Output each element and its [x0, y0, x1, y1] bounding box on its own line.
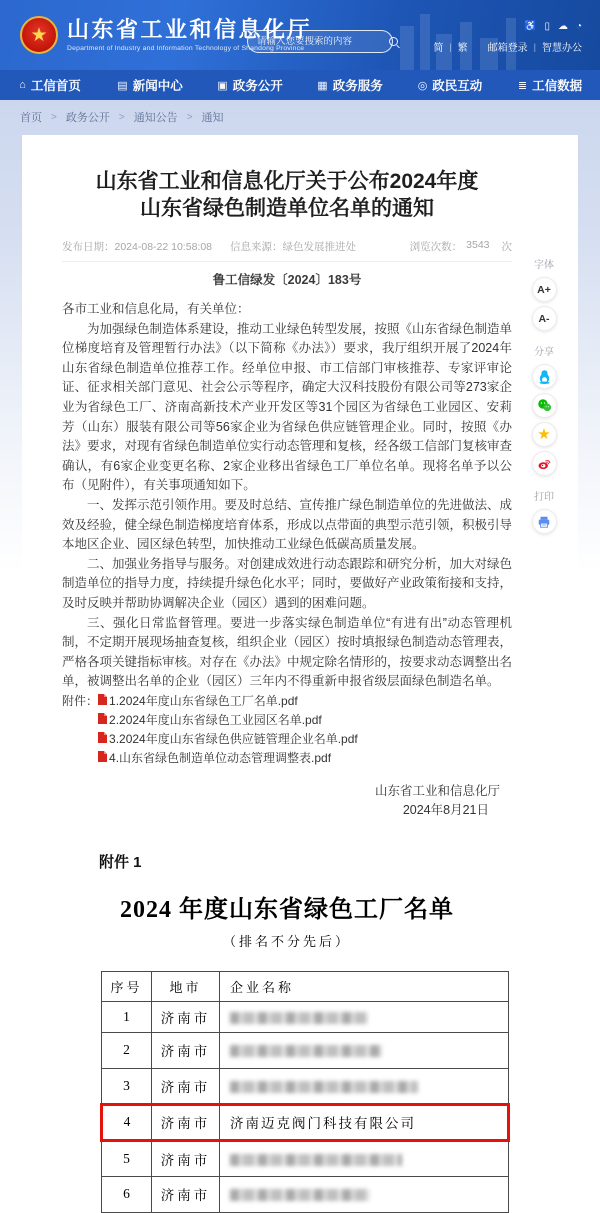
attachments-label: 附件：	[62, 693, 99, 708]
document-number: 鲁工信绿发〔2024〕183号	[212, 273, 362, 287]
interaction-icon: ◎	[417, 79, 428, 92]
views-count: 3543	[466, 239, 490, 251]
redacted-company-name	[230, 1154, 402, 1166]
lang-simplified-link[interactable]: 简	[433, 43, 444, 54]
redacted-company-name	[230, 1045, 382, 1057]
pdf-icon	[98, 694, 107, 705]
table-row-highlighted: 4 济南市 济南迈克阀门科技有限公司	[102, 1104, 509, 1140]
table-row: 3 济南市	[102, 1068, 509, 1104]
share-qq-button[interactable]	[532, 364, 557, 389]
national-emblem-icon: ★	[20, 16, 58, 54]
pdf-icon	[98, 713, 107, 724]
main-nav	[0, 70, 600, 100]
nav-item-interaction[interactable]: ◎ 政民互动	[417, 79, 483, 93]
redacted-company-name	[230, 1189, 370, 1201]
print-button[interactable]	[532, 509, 557, 534]
share-wechat-button[interactable]	[532, 393, 557, 418]
paragraph: 一、发挥示范引领作用。要及时总结、宣传推广绿色制造单位的先进做法、成效及经验，健全绿色制造梯度培育体系，形成以点带面的典型示范引领，积极引导本地区企业、园区绿色转型，加快推动工业绿色低碳高质量发展。	[62, 497, 513, 552]
news-icon: ▤	[117, 79, 128, 92]
signature-block	[62, 782, 512, 820]
salutation: 各市工业和信息化局，有关单位：	[62, 302, 250, 316]
table-row: 2 济南市	[102, 1032, 509, 1068]
lang-traditional-link[interactable]: 繁	[457, 43, 468, 54]
share-qzone-button[interactable]	[532, 422, 557, 447]
nav-item-news[interactable]: ▤ 新闻中心	[117, 79, 183, 93]
publish-date: 发布日期：2024-08-22 10:58:08	[62, 241, 212, 253]
sign-language-icon[interactable]: ☁	[557, 21, 568, 32]
attachments	[62, 693, 512, 769]
green-factory-table	[100, 971, 510, 1213]
nav-item-home[interactable]: ⌂ 工信首页	[19, 79, 81, 93]
column-header-city: 地市	[152, 971, 220, 1001]
article-meta	[62, 239, 512, 254]
table-header-row	[102, 971, 509, 1001]
search-input[interactable]	[257, 36, 389, 47]
breadcrumb-disclosure[interactable]: 政务公开	[65, 112, 110, 124]
site-title-english: Department of Industry and Information Technology of Shandong Province	[67, 45, 305, 53]
signature-org: 山东省工业和信息化厅	[374, 783, 500, 798]
table-row: 1 济南市	[102, 1001, 509, 1032]
separator: |	[533, 41, 536, 52]
accessibility-icon[interactable]: ♿	[523, 21, 537, 32]
highlighted-company-name: 济南迈克阀门科技有限公司	[220, 1104, 509, 1140]
redacted-company-name	[230, 1081, 418, 1093]
breadcrumb-home[interactable]: 首页	[20, 112, 42, 124]
attachment-link[interactable]: 3.2024年度山东省绿色供应链管理企业名单.pdf	[98, 731, 358, 748]
services-icon: ▦	[317, 79, 328, 92]
wechat-icon	[537, 398, 552, 413]
pdf-icon	[98, 751, 107, 762]
printer-icon	[537, 515, 551, 529]
info-source: 信息来源：绿色发展推进处	[230, 241, 356, 253]
attachment-link[interactable]: 4.山东省绿色制造单位动态管理调整表.pdf	[98, 750, 358, 767]
views-unit: 次	[501, 241, 512, 253]
site-title: 山东省工业和信息化厅	[67, 16, 313, 42]
qzone-star-icon: ★	[537, 426, 551, 443]
site-header	[0, 0, 600, 70]
weibo-icon	[537, 456, 552, 471]
home-icon: ⌂	[19, 79, 26, 91]
search-box[interactable]	[247, 30, 393, 53]
nav-item-services[interactable]: ▦ 政务服务	[317, 79, 383, 93]
share-weibo-button[interactable]	[532, 451, 557, 476]
print-label: 打印	[534, 492, 554, 503]
attachment-link[interactable]: 1.2024年度山东省绿色工厂名单.pdf	[98, 693, 358, 710]
column-header-company: 企业名称	[220, 971, 509, 1001]
paragraph: 三、强化日常监督管理。要进一步落实绿色制造单位“有进有出”动态管理机制，不定期开展现场抽查复核，组织企业（园区）按时填报绿色制造动态管理表，严格各项关键指标审核。对存在《办法》中规定除名情形的，按要求动态调整出名单，被调整出名单的企业（园区）三年内不得重新申报省级层面绿色制造名单。	[62, 615, 513, 689]
signature-date: 2024年8月21日	[402, 802, 489, 817]
font-decrease-button[interactable]: A-	[532, 306, 557, 331]
table-row: 6 济南市	[102, 1176, 509, 1212]
breadcrumb-separator: >	[118, 111, 125, 123]
annex-table-subtitle: （排名不分先后）	[222, 933, 351, 949]
mobile-icon[interactable]: ▯	[544, 21, 550, 32]
article-card	[22, 135, 578, 1204]
qq-icon	[537, 369, 552, 384]
paragraph: 为加强绿色制造体系建设，推动工业绿色转型发展，按照《山东省绿色制造单位梯度培育及管理暂行办法》（以下简称《办法》）要求，我厅组织开展了2024年山东省绿色制造单位推荐工作。经单位申报、市工信部门审核推荐、专家评审论证、征求相关部门意见、社会公示等程序，确定大汉科技股份有限公司等273家企业为省绿色工厂、济南高新技术产业开发区等31个园区为省绿色工业园区、安莉芳（山东）服装有限公司等56家企业为省绿色供应链管理企业。同时，按照《办法》要求，对现有省绿色制造单位实行动态管理和复核，经各级工信部门复核审查确认，有6家企业变更名称、2家企业移出省绿色工厂单位名单。现将名单予以公布（见附件），有关事项通知如下。	[62, 321, 513, 493]
nav-item-disclosure[interactable]: ▣ 政务公开	[217, 79, 283, 93]
breadcrumb	[20, 109, 224, 125]
divider	[62, 261, 512, 262]
search-icon[interactable]	[389, 37, 398, 46]
annex-label: 附件 1	[99, 853, 142, 871]
redacted-company-name	[230, 1012, 368, 1024]
page-title: 山东省工业和信息化厅关于公布2024年度 山东省绿色制造单位名单的通知	[95, 170, 479, 220]
attachment-link[interactable]: 2.2024年度山东省绿色工业园区名单.pdf	[98, 712, 358, 729]
annex-table-title: 2024 年度山东省绿色工厂名单	[120, 896, 454, 923]
font-increase-button[interactable]: A+	[532, 277, 557, 302]
database-icon: ≣	[517, 79, 528, 92]
monitor-icon: ▣	[217, 79, 228, 92]
paragraph: 二、加强业务指导与服务。对创建成效进行动态跟踪和研究分析，加大对绿色制造单位的指导力度，持续提升绿色化水平；同时，要做好产业政策衔接和支持，及时反映并帮助协调解决企业（园区）遇到的困难问题。	[62, 556, 513, 610]
elder-mode-icon[interactable]: ◔	[575, 21, 582, 32]
smart-office-link[interactable]: 智慧办公	[542, 43, 582, 54]
table-row: 5 济南市	[102, 1140, 509, 1176]
floating-toolbar	[527, 256, 561, 534]
breadcrumb-separator: >	[51, 111, 57, 123]
nav-item-data[interactable]: ≣ 工信数据	[517, 79, 583, 93]
breadcrumb-notice[interactable]: 通知	[201, 112, 224, 124]
views-label: 浏览次数：	[409, 241, 463, 253]
share-label: 分享	[534, 347, 554, 358]
breadcrumb-separator: >	[186, 111, 193, 123]
breadcrumb-notices[interactable]: 通知公告	[133, 112, 178, 124]
font-size-label: 字体	[534, 260, 554, 271]
mail-login-link[interactable]: 邮箱登录	[487, 43, 528, 54]
separator: |	[449, 41, 452, 52]
pdf-icon	[98, 732, 107, 743]
column-header-no: 序号	[102, 971, 152, 1001]
